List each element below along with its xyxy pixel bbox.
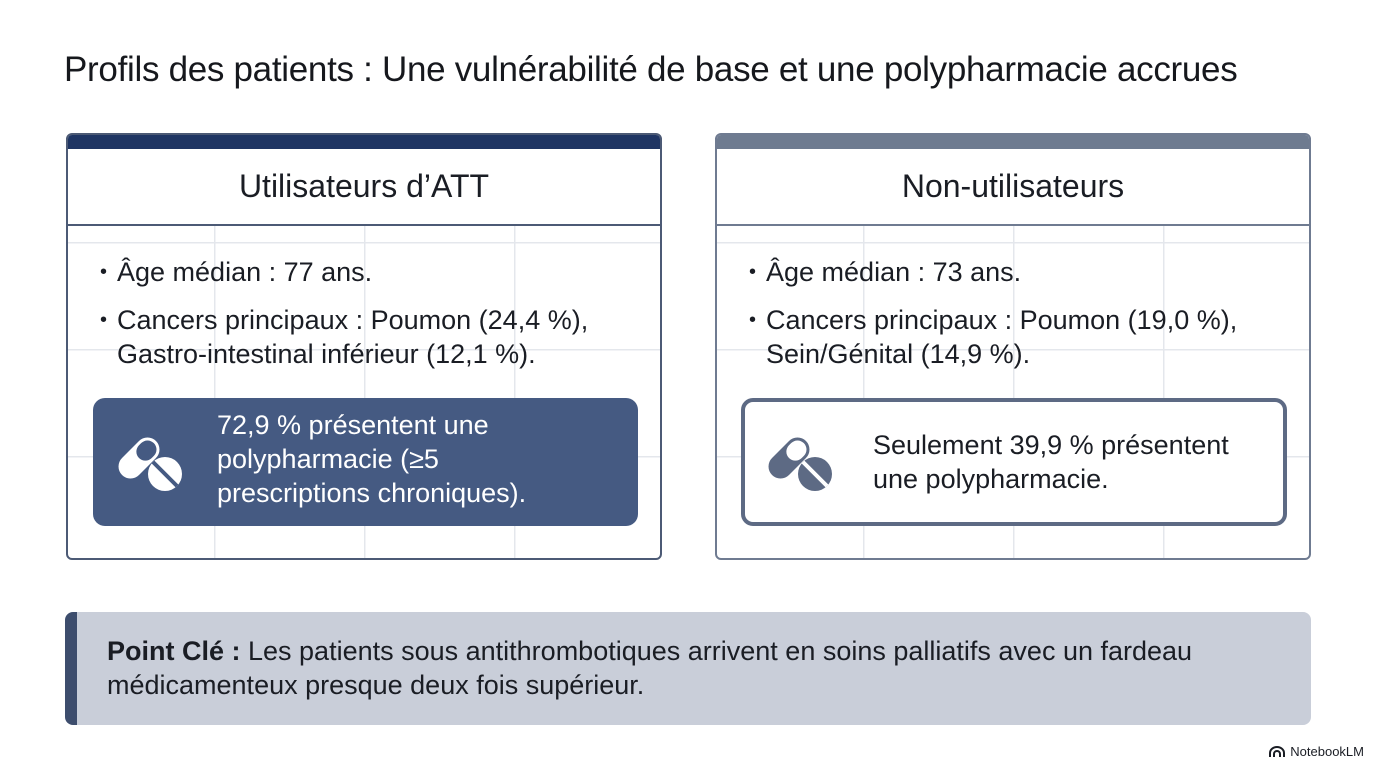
bullet-main-cancers: • Cancers principaux : Poumon (24,4 %), Gastro-intestinal inférieur (12,1 %). bbox=[100, 303, 645, 371]
card-header-band bbox=[717, 135, 1309, 149]
card-att-users bbox=[66, 133, 662, 560]
key-point-label: Point Clé : bbox=[107, 636, 241, 666]
card-non-users bbox=[715, 133, 1311, 560]
polypharmacy-callout bbox=[93, 398, 638, 526]
bullet-median-age: • Âge médian : 73 ans. bbox=[749, 255, 1294, 289]
page-title: Profils des patients : Une vulnérabilité de base et une polypharmacie accrues bbox=[64, 50, 1238, 89]
key-point-banner bbox=[65, 612, 1311, 725]
pill-capsule-icon bbox=[763, 428, 839, 496]
brand-label: NotebookLM bbox=[1290, 744, 1364, 759]
notebooklm-logo-icon bbox=[1269, 746, 1285, 758]
bullet-main-cancers: • Cancers principaux : Poumon (19,0 %), Sein/Génital (14,9 %). bbox=[749, 303, 1294, 371]
card-title: Non-utilisateurs bbox=[717, 149, 1309, 226]
polypharmacy-callout-text: Seulement 39,9 % présentent une polypharmacie. bbox=[873, 430, 1229, 494]
key-point-text: Les patients sous antithrombotiques arrivent en soins palliatifs avec un fardeau médicamenteux presque deux fois supérieur. bbox=[107, 636, 1193, 700]
card-title: Utilisateurs d’ATT bbox=[68, 149, 660, 226]
polypharmacy-callout bbox=[741, 398, 1287, 526]
notebooklm-branding bbox=[1269, 744, 1364, 759]
bullet-median-age: • Âge médian : 77 ans. bbox=[100, 255, 645, 289]
pill-capsule-icon bbox=[113, 428, 189, 496]
card-header-band bbox=[68, 135, 660, 149]
polypharmacy-callout-text: 72,9 % présentent une polypharmacie (≥5 prescriptions chroniques). bbox=[217, 410, 527, 508]
bullet-list bbox=[100, 255, 645, 385]
bullet-list bbox=[749, 255, 1294, 385]
